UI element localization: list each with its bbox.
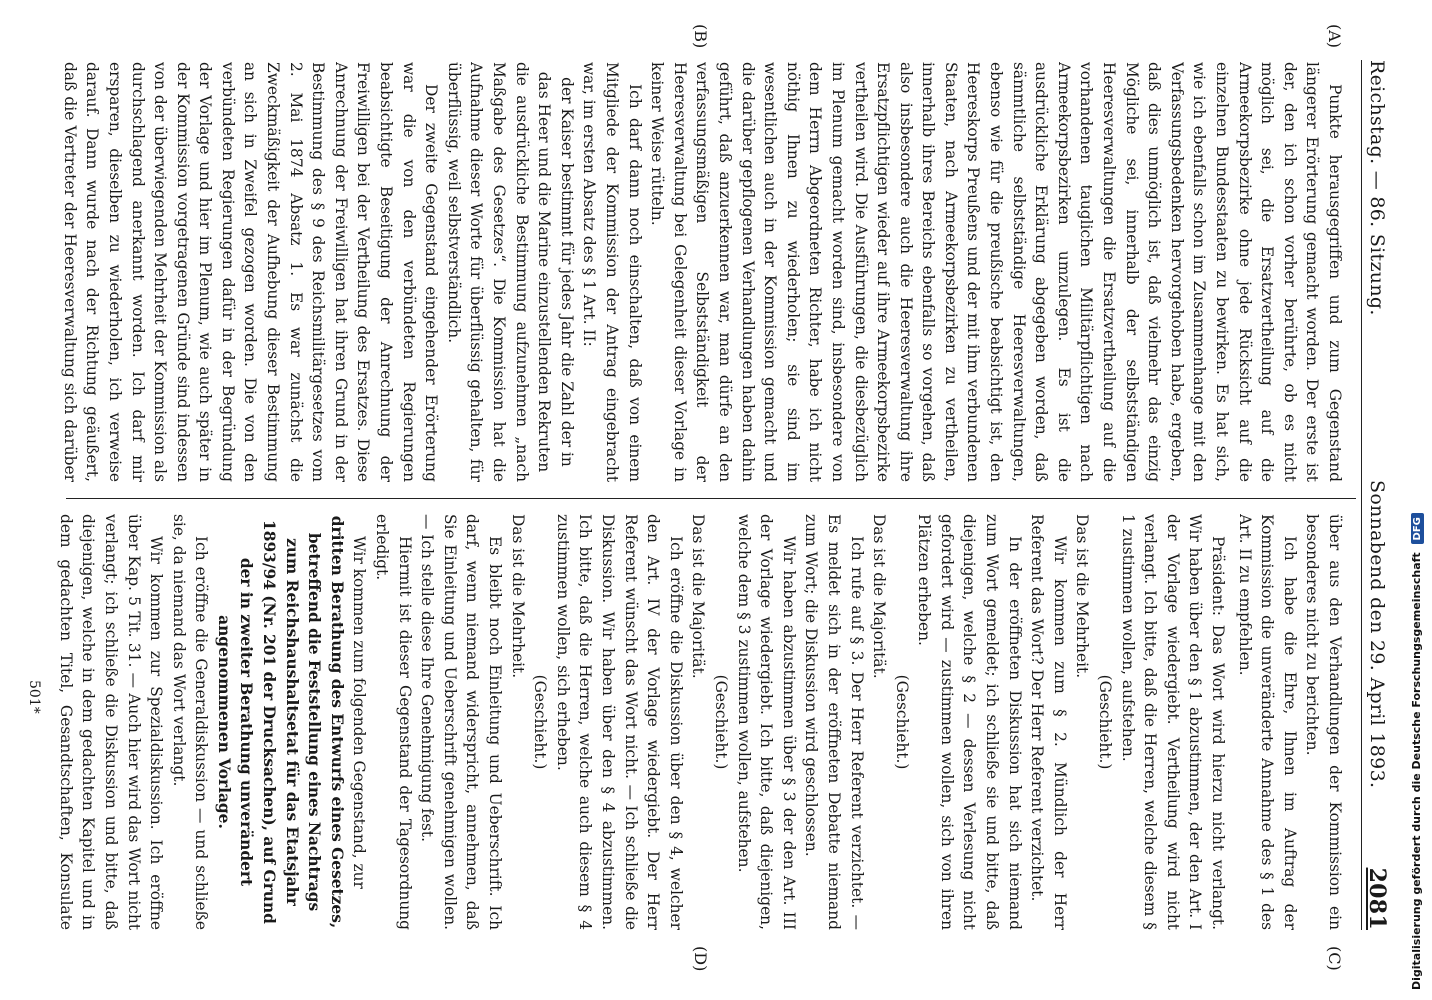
margin-mark-c: (C) (1325, 946, 1344, 971)
left-column (56, 62, 1346, 482)
paragraph: Wir kommen zur Spezialdiskussion. Ich eröffne über Kap. 5 Tit. 31. — Auch hier wird das Wort nicht verlangt; ich schließe die Diskussion und bitte, daß diejenigen, welche in dem gedachten Kapitel und in dem gedachten Titel, Gesandtschaften, Konsulate (56, 514, 166, 930)
quoted-provision: der Kaiser bestimmt für jedes Jahr die Zahl der in das Heer und die Marine einzustellenden Rekruten (535, 71, 576, 473)
signature-mark: 501* (26, 680, 42, 714)
paragraph: Punkte herausgegriffen und zum Gegenstand längerer Erörterung gemacht worden. Der erste ist der, den ich schon vorher berührte, ob es nicht möglich sei, die Ersatzvertheilung auf die Armeekorpsbezirke ohne jede Rücksicht auf die einzelnen Bundesstaaten zu bewirken. Es hat sich, wie ich ebenfalls schon im Zusammenhange mit den Verfassungsbedenken hervorgehoben habe, ergeben, daß dies unmöglich ist, daß vielmehr das einzig Mögliche sei, innerhalb der selbstständigen Heeresverwaltungen die Ersatzvertheilung auf die vorhandenen tauglichen Militärpflichtigen nach Armeekorpsbezirken umzulegen. Es ist die ausdrückliche Erklärung abgegeben worden, daß sämmtliche selbstständige Heeresverwaltungen, ebenso wie für die preußische beabsichtigt ist, den Heereskorps Preußens und der mit ihm verbundenen Staaten, nach Armeekorpsbezirken zu vertheilen, innerhalb ihres Bereichs ebenfalls so vorgehen, daß also insbesondere auch die Heeresverwaltung ihre Ersatzpflichtigen wieder auf ihre Armeekorpsbezirke vertheilen wird. Die Ausführungen, die diesbezüglich im Plenum gemacht worden sind, insbesondere von dem Herrn Abgeordneten Richter, habe ich nicht nöthig Ihnen zu wiederholen; sie sind im wesentlichen auch in der Kommission gemacht und die darüber gepflogenen Verhandlungen haben dahin geführt, daß anzuerkennen war, man dürfe an den verfassungsmäßigen Selbstständigkeit der Heeresverwaltung bei Gelegenheit dieser Vorlage in keiner Weise rütteln. (648, 62, 1344, 482)
paragraph: Das ist die Majorität. (870, 514, 889, 679)
paragraph: Wir haben abzustimmen über § 3 der den Art. III der Vorlage wiedergiebt. Ich bitte, daß diejenigen, welche dem § 3 zustimmen wollen, aufstehen. (734, 514, 798, 930)
stage-direction: (Geschieht.) (531, 674, 550, 770)
president-speech: Präsident: Das Wort wird hierzu nicht verlangt. Wir haben über den § 1 abzustimmen, der den Art. I der Vorlage wiedergiebt. Vertheilung wird nicht verlangt. Ich bitte, daß die Herren, welche diesem § 1 zustimmen wollen, aufstehen. (1118, 514, 1228, 930)
paragraph: Ich darf dann noch einschalten, daß von einem Mitgliede der Kommission der Antrag eingebracht war, im ersten Absatz des § 1 Art. II: (580, 62, 644, 482)
agenda-item-title: dritten Berathung des Entwurfs eines Gesetzes, betreffend die Feststellung eines Nachtrags zum Reichshaushaltsetat für das Etatsjahr 1893/94 (Nr. 201 der Drucksachen), auf Grund der in zweiter Berathung unverändert angenommenen Vorlage. (214, 515, 346, 929)
paragraph: Ich habe die Ehre, Ihnen im Auftrag der Kommission die unveränderte Annahme des § 1 des Art. II zu empfehlen. (1235, 514, 1299, 930)
header-date: Sonnabend den 29. April 1893. (1366, 480, 1388, 789)
paragraph: Wir kommen zum § 2. Mündlich der Herr Referent das Wort? Der Herr Referent verzichtet. (1028, 514, 1069, 930)
paragraph: In der eröffneten Diskussion hat sich niemand zum Wort gemeldet; ich schließe sie und bitte, daß diejenigen, welche § 2 — dessen Verlesung nicht gefordert wird — zustimmen wollen, sich von ihren Plätzen erheben. (915, 514, 1024, 930)
page-number: 2081 (1364, 867, 1390, 930)
page-header (1361, 60, 1388, 930)
stage-direction: (Geschieht.) (892, 674, 911, 770)
margin-mark-b: (B) (691, 24, 710, 49)
credit-text: Digitalisierung gefördert durch die Deutsche Forschungsgemeinschaft (1410, 552, 1423, 990)
paragraph: Das ist die Majorität. (689, 514, 708, 679)
right-column (56, 514, 1346, 930)
paragraph: Das ist die Mehrheit. (508, 514, 527, 679)
paragraph: Ich eröffne die Generaldiskussion — und schließe sie, da niemand das Wort verlangt. (169, 514, 211, 930)
header-left: Reichstag. — 86. Sitzung. (1366, 60, 1388, 316)
paragraph: die ausdrückliche Bestimmung aufzunehmen „nach Maßgabe des Gesetzes“. Die Kommission hat die Aufnahme dieser Worte für überflüssig gehalten, für überflüssig, weil selbstverständlich. (444, 62, 531, 482)
digitization-credit (1410, 513, 1424, 990)
paragraph: Hiermit ist dieser Gegenstand der Tagesordnung erledigt. (373, 514, 414, 930)
paragraph: Ich rufe auf § 3. Der Herr Referent verzichtet. — Es meldet sich in der eröffneten Debatte niemand zum Wort; die Diskussion wird geschlossen. (802, 514, 866, 930)
paragraph: über aus den Verhandlungen der Kommission ein besonderes nicht zu berichten. (1303, 514, 1344, 930)
column-divider (66, 498, 1356, 499)
stage-direction: (Geschieht.) (711, 674, 730, 770)
paragraph: Wir kommen zum folgenden Gegenstand, zur (350, 536, 369, 889)
paragraph: Das ist die Mehrheit. (1073, 514, 1092, 679)
paragraph: Ich eröffne die Diskussion über den § 4, welcher den Art. IV der Vorlage wiedergiebt. Der Herr Referent wünscht das Wort nicht. — Ich schließe die Diskussion. Wir haben über den § 4 abzustimmen. Ich bitte, daß die Herren, welche auch diesem § 4 zustimmen wollen, sich erheben. (553, 514, 685, 930)
dfg-logo: DFG (1411, 513, 1424, 544)
margin-mark-a: (A) (1325, 24, 1344, 49)
paragraph: Es bleibt noch Einleitung und Ueberschrift. Ich darf, wenn niemand widerspricht, annehmen, daß Sie Einleitung und Ueberschrift genehmigen wollen. — Ich stelle diese Ihre Genehmigung fest. (418, 514, 505, 930)
paragraph: Der zweite Gegenstand eingehender Erörterung war die von den verbündeten Regierungen beabsichtigte Beseitigung der Anrechnung der Freiwilligen bei der Vertheilung des Ersatzes. Diese Anrechnung der Freiwilligen hat ihren Grund in der Bestimmung des § 9 des Reichsmilitärgesetzes vom 2. Mai 1874 Absatz 1. Es war zunächst die Zweckmäßigkeit der Aufhebung dieser Bestimmung an sich in Zweifel gezogen worden. Die von den verbündeten Regierungen dafür in der Begründung der Vorlage und hier im Plenum, wie auch später in der Kommission vorgetragenen Gründe sind indessen von der überwiegenden Mehrheit der Kommission als durchschlagend anerkannt worden. Ich darf mir ersparen, dieselben zu wiederholen, ich verweise darauf. Dann wurde nach der Richtung geäußert, daß die Vertreter der Heeresverwaltung sich darüber (60, 62, 441, 482)
stage-direction: (Geschieht.) (1096, 674, 1115, 770)
margin-mark-d: (D) (691, 946, 710, 972)
